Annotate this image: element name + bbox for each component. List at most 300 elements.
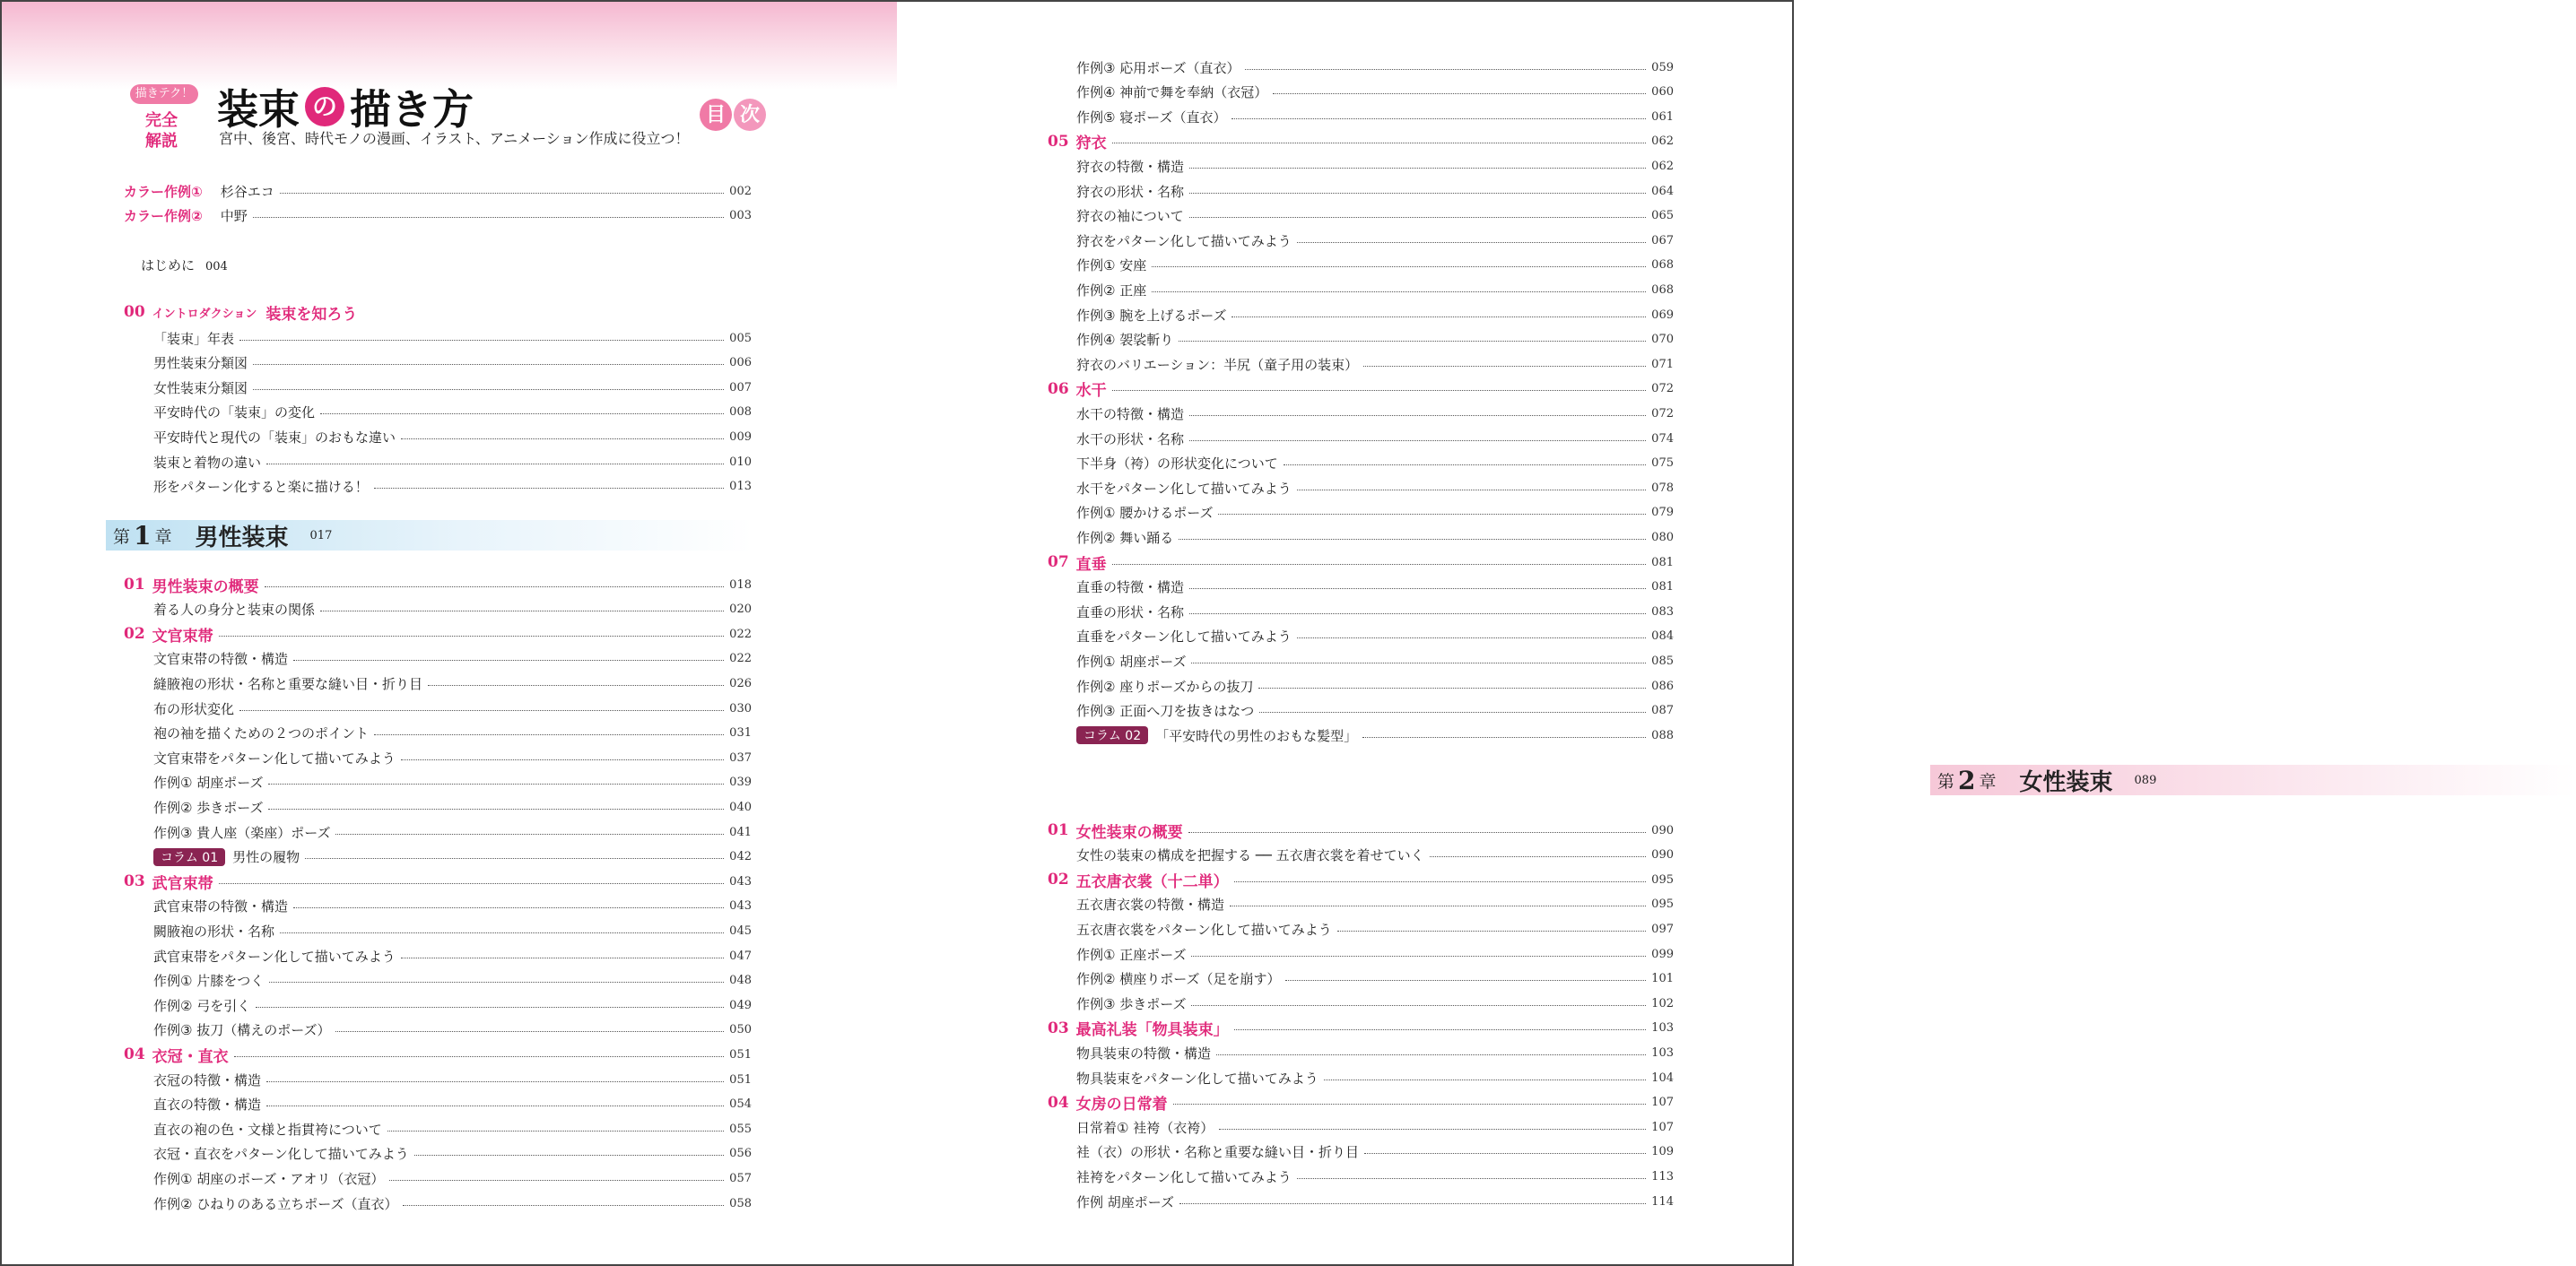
page-number: 085 <box>1651 654 1674 668</box>
entry-label: 狩衣の特徴・構造 <box>1076 158 1185 175</box>
title-part-1: 装束 <box>217 85 300 134</box>
color-work-row[interactable] <box>124 205 752 225</box>
page-number: 086 <box>1651 679 1674 693</box>
leader-dots <box>401 759 724 760</box>
section-sublabel: イントロダクション <box>152 307 257 321</box>
entry-label: 作例① 胡座のポーズ・アオリ（衣冠） <box>153 1170 385 1187</box>
kanzen-label: 完全 <box>145 111 178 130</box>
toc-entry[interactable] <box>1076 256 1674 275</box>
page-number: 060 <box>1651 85 1674 100</box>
page-number: 101 <box>1651 972 1674 986</box>
leader-dots <box>403 1205 724 1206</box>
entry-label: 女性の装束の構成を把握する ── 五衣唐衣裳を着せていく <box>1076 847 1424 864</box>
page-number: 114 <box>1651 1194 1674 1209</box>
entry-label: 男性装束分類図 <box>153 355 248 372</box>
page-number: 074 <box>1651 431 1674 446</box>
toc-entry[interactable] <box>1076 1142 1674 1162</box>
page-number: 064 <box>1651 184 1674 198</box>
leader-dots <box>1179 341 1646 342</box>
toc-entry[interactable] <box>153 452 752 472</box>
toc-entry[interactable] <box>1076 57 1674 77</box>
page-number: 068 <box>1651 258 1674 273</box>
toc-entry[interactable] <box>1076 602 1674 621</box>
entry-label: 五衣唐衣裳をパターン化して描いてみよう <box>1076 921 1332 938</box>
entry-label: 物具装束をパターン化して描いてみよう <box>1076 1070 1318 1087</box>
section-heading[interactable] <box>1048 1019 1674 1038</box>
title-part-2: 描き方 <box>350 85 474 134</box>
section-number: 04 <box>124 1045 145 1064</box>
section-number: 01 <box>1048 821 1069 839</box>
leader-dots <box>401 438 724 439</box>
entry-label: 縫腋袍の形状・名称と重要な縫い目・折り目 <box>153 675 423 692</box>
entry-label: 「装束」年表 <box>153 330 235 347</box>
toc-entry[interactable] <box>1076 230 1674 250</box>
column-badge: コラム 02 <box>1076 726 1148 744</box>
leader-dots <box>1218 514 1646 515</box>
leader-dots <box>305 858 724 859</box>
leader-dots <box>1152 291 1646 292</box>
leader-dots <box>239 340 724 341</box>
toc-entry[interactable] <box>153 377 752 397</box>
leader-dots <box>269 982 724 983</box>
toc-entry[interactable] <box>1076 429 1674 448</box>
page-number: 088 <box>1651 728 1674 742</box>
entry-label: 女性装束分類図 <box>153 379 248 396</box>
page-number: 059 <box>1651 60 1674 74</box>
book-subtitle: 宮中、後宮、時代モノの漫画、イラスト、アニメーション作成に役立つ！ <box>219 130 690 147</box>
right-page <box>897 0 2157 1266</box>
page-number: 043 <box>729 899 752 914</box>
toc-entry[interactable] <box>153 353 752 373</box>
leader-dots <box>1285 980 1646 981</box>
section-00-heading[interactable] <box>124 302 752 322</box>
page-number: 081 <box>1651 580 1674 594</box>
page-number: 062 <box>1651 159 1674 173</box>
page-number: 067 <box>1651 233 1674 247</box>
leader-dots <box>1362 737 1646 738</box>
chapter-number: 2 <box>1958 765 1976 795</box>
entry-label: 作例④ 神前で舞を奉納（衣冠） <box>1076 84 1268 101</box>
leader-dots <box>1219 1129 1646 1130</box>
entry-label: 直衣の袍の色・文様と指貫袴について <box>153 1121 382 1138</box>
page-number: 083 <box>1651 604 1674 619</box>
toc-entry[interactable] <box>1076 969 1674 989</box>
page-number: 071 <box>1651 357 1674 371</box>
toc-entry[interactable] <box>1076 845 1674 865</box>
entry-label: 作例② 歩きポーズ <box>153 799 264 816</box>
toc-entry[interactable] <box>1076 577 1674 597</box>
section-heading[interactable] <box>124 1045 752 1064</box>
leader-dots <box>253 364 724 365</box>
section-heading[interactable] <box>1048 552 1674 572</box>
column-entry[interactable] <box>1076 725 1674 745</box>
toc-entry[interactable] <box>1076 1117 1674 1137</box>
page-number: 097 <box>1651 922 1674 936</box>
leader-dots <box>1189 415 1646 416</box>
entry-label: 作例② 舞い踊る <box>1076 529 1174 546</box>
chapter-1-header[interactable] <box>106 520 753 551</box>
toc-entry[interactable] <box>1076 156 1674 176</box>
page-number: 049 <box>729 998 752 1012</box>
section-heading[interactable] <box>124 575 752 594</box>
page-number: 013 <box>729 480 752 494</box>
entry-label: 平安時代の「装束」の変化 <box>153 404 316 421</box>
leader-dots <box>1363 366 1646 367</box>
entry-label: 平安時代と現代の「装束」のおもな違い <box>153 429 396 446</box>
leader-dots <box>428 685 724 686</box>
chapter-page: 089 <box>2134 773 2157 787</box>
entry-label: 日常着① 袿袴（衣袴） <box>1076 1119 1214 1136</box>
entry-label: 作例③ 歩きポーズ <box>1076 995 1187 1012</box>
toc-entry[interactable] <box>153 946 752 966</box>
toc-entry[interactable] <box>1076 478 1674 498</box>
section-heading[interactable] <box>1048 870 1674 889</box>
page-number: 050 <box>729 1023 752 1037</box>
section-number: 03 <box>124 872 145 891</box>
page-number: 054 <box>729 1097 752 1112</box>
page-number: 072 <box>1651 406 1674 421</box>
entry-label: 武官束帯の特徴・構造 <box>153 898 289 915</box>
leader-dots <box>335 1031 724 1032</box>
toc-entry[interactable] <box>1076 944 1674 964</box>
toc-entry[interactable] <box>1076 1068 1674 1088</box>
leader-dots <box>1173 1104 1647 1105</box>
leader-dots <box>1189 217 1646 218</box>
leader-dots <box>268 809 724 810</box>
section-heading[interactable] <box>124 871 752 891</box>
header-band <box>0 0 897 90</box>
toc-entry[interactable] <box>153 649 752 669</box>
toc-entry[interactable] <box>153 797 752 817</box>
section-heading[interactable] <box>1048 132 1674 152</box>
entry-label: 袿（衣）の形状・名称と重要な縫い目・折り目 <box>1076 1144 1360 1161</box>
page-number: 002 <box>729 184 752 198</box>
leader-dots <box>1284 464 1646 465</box>
toc-entry[interactable] <box>1076 454 1674 473</box>
intro-label: はじめに <box>141 257 196 273</box>
entry-label: 袍の袖を描くための２つのポイント <box>153 725 370 742</box>
page-number: 045 <box>729 923 752 938</box>
leader-dots <box>293 660 724 661</box>
leader-dots <box>219 883 725 884</box>
page-number: 058 <box>729 1196 752 1210</box>
leader-dots <box>1189 168 1646 169</box>
toc-char-2: 次 <box>734 99 766 131</box>
entry-label: 作例③ 貴人座（楽座）ポーズ <box>153 824 331 841</box>
leader-dots <box>374 488 724 489</box>
toc-entry[interactable] <box>153 724 752 743</box>
page-number: 075 <box>1651 456 1674 471</box>
entry-label: 衣冠の特徴・構造 <box>153 1071 262 1088</box>
toc-entry[interactable] <box>153 1095 752 1114</box>
page-number: 047 <box>729 949 752 963</box>
page-number: 080 <box>1651 530 1674 544</box>
toc-entry[interactable] <box>1076 503 1674 523</box>
page-number: 048 <box>729 974 752 988</box>
page-number: 068 <box>1651 282 1674 297</box>
toc-entry[interactable] <box>153 673 752 693</box>
entry-label: 作例① 安座 <box>1076 257 1147 274</box>
toc-entry[interactable] <box>153 328 752 348</box>
toc-entry[interactable] <box>1076 403 1674 423</box>
page-number: 026 <box>729 676 752 690</box>
section-number: 01 <box>124 576 145 594</box>
left-page <box>0 0 897 1266</box>
leader-dots <box>1112 390 1647 391</box>
leader-dots <box>219 636 725 637</box>
toc-entry[interactable] <box>153 698 752 718</box>
page-number: 057 <box>729 1171 752 1185</box>
toc-entry[interactable] <box>1076 181 1674 201</box>
page-number: 095 <box>1651 897 1674 912</box>
page-number: 069 <box>1651 308 1674 322</box>
chapter-2-header[interactable] <box>1930 765 2576 795</box>
color-work-artist: 中野 <box>220 207 248 224</box>
page-number: 065 <box>1651 209 1674 223</box>
title-no-circle: の <box>305 87 344 126</box>
toc-entry[interactable] <box>153 427 752 447</box>
entry-label: 物具装束の特徴・構造 <box>1076 1045 1212 1062</box>
page-number: 041 <box>729 825 752 839</box>
toc-entry[interactable] <box>153 921 752 941</box>
page-number: 051 <box>729 1047 752 1062</box>
toc-entry[interactable] <box>1076 627 1674 646</box>
page-number: 040 <box>729 800 752 814</box>
page-number: 008 <box>729 405 752 420</box>
leader-dots <box>280 932 724 933</box>
toc-entry[interactable] <box>1076 107 1674 126</box>
entry-label: 文官束帯をパターン化して描いてみよう <box>153 750 396 767</box>
chapter-title: 男性装束 <box>195 524 289 551</box>
entry-label: 闕腋袍の形状・名称 <box>153 923 275 940</box>
entry-label: 武官束帯をパターン化して描いてみよう <box>153 948 396 965</box>
leader-dots <box>414 1155 724 1156</box>
leader-dots <box>1189 613 1646 614</box>
toc-entry[interactable] <box>1076 330 1674 350</box>
page-number: 005 <box>729 331 752 345</box>
entry-label: 狩衣の形状・名称 <box>1076 183 1185 200</box>
leader-dots <box>239 710 724 711</box>
section-heading[interactable] <box>1048 379 1674 399</box>
toc-entry[interactable] <box>1076 1192 1674 1211</box>
toc-entry[interactable] <box>1076 1043 1674 1062</box>
page-number: 007 <box>729 380 752 395</box>
leader-dots <box>253 217 724 218</box>
toc-entry[interactable] <box>1076 993 1674 1013</box>
chapter-dai: 第 <box>1937 771 1955 792</box>
section-title: 直垂 <box>1075 555 1107 574</box>
entry-label: 五衣唐衣裳の特徴・構造 <box>1076 897 1225 914</box>
toc-entry[interactable] <box>153 1020 752 1040</box>
page-number: 006 <box>729 356 752 370</box>
column-badge: コラム 01 <box>153 848 225 866</box>
entry-label: 布の形状変化 <box>153 700 235 717</box>
leader-dots <box>1297 637 1646 638</box>
toc-entry[interactable] <box>153 1193 752 1213</box>
leader-dots <box>1191 1005 1646 1006</box>
toc-entry[interactable] <box>1076 919 1674 939</box>
chapter-sho: 章 <box>154 526 172 547</box>
page-number: 062 <box>1651 134 1674 149</box>
entry-label: 水干の特徴・構造 <box>1076 405 1185 422</box>
leader-dots <box>1112 564 1647 565</box>
leader-dots <box>1337 931 1646 932</box>
entry-label: 狩衣のバリエーション：半尻（童子用の装束） <box>1076 356 1359 373</box>
section-number: 03 <box>1048 1019 1069 1037</box>
entry-label: 作例② 正座 <box>1076 282 1147 299</box>
section-heading[interactable] <box>124 624 752 644</box>
section-title: 武官束帯 <box>152 874 213 893</box>
page-number: 051 <box>729 1072 752 1087</box>
color-work-artist: 杉谷エコ <box>220 183 274 200</box>
toc-entry[interactable] <box>1076 280 1674 299</box>
toc-entry[interactable] <box>153 822 752 842</box>
leader-dots <box>280 193 724 194</box>
toc-heading <box>700 99 768 131</box>
toc-entry[interactable] <box>153 897 752 916</box>
page-number: 103 <box>1651 1045 1674 1060</box>
entry-label: 男性の履物 <box>232 849 300 866</box>
section-number: 06 <box>1048 379 1069 398</box>
toc-entry[interactable] <box>1076 305 1674 325</box>
toc-char-1: 目 <box>700 99 732 131</box>
page-number: 018 <box>729 577 752 592</box>
entry-label: 作例① 胡座ポーズ <box>1076 653 1187 670</box>
leader-dots <box>1364 1153 1646 1154</box>
section-title: 女房の日常着 <box>1075 1096 1168 1114</box>
page-number: 113 <box>1651 1169 1674 1184</box>
entry-label: 作例① 片膝をつく <box>153 973 265 990</box>
entry-label: 水干の形状・名称 <box>1076 430 1185 447</box>
section-heading[interactable] <box>1048 1093 1674 1113</box>
section-number: 02 <box>124 625 145 644</box>
entry-label: 作例③ 応用ポーズ（直衣） <box>1076 59 1240 76</box>
leader-dots <box>1188 832 1647 833</box>
leader-dots <box>253 389 724 390</box>
toc-entry[interactable] <box>153 773 752 793</box>
page-number: 099 <box>1651 947 1674 961</box>
page-number: 056 <box>729 1147 752 1161</box>
leader-dots <box>1179 539 1646 540</box>
entry-label: 直垂の形状・名称 <box>1076 603 1185 620</box>
leader-dots <box>374 734 724 735</box>
leader-dots <box>1152 266 1646 267</box>
page-number: 009 <box>729 429 752 444</box>
section-heading[interactable] <box>1048 820 1674 840</box>
toc-entry[interactable] <box>153 1070 752 1089</box>
entry-label: 作例③ 正面へ刀を抜きはなつ <box>1076 703 1255 720</box>
entry-label: 文官束帯の特徴・構造 <box>153 651 289 668</box>
page-number: 020 <box>729 603 752 617</box>
chapter-number: 1 <box>134 520 152 551</box>
page-number: 003 <box>729 208 752 222</box>
intro-page: 004 <box>205 260 228 273</box>
section-title: 狩衣 <box>1075 134 1107 153</box>
entry-label: 「平安時代の男性のおもな髪型」 <box>1155 727 1358 744</box>
leader-dots <box>1189 193 1646 194</box>
page-number: 107 <box>1651 1096 1674 1110</box>
leader-dots <box>320 413 724 414</box>
leader-dots <box>256 1007 724 1008</box>
leader-dots <box>1273 93 1646 94</box>
section-title: 最高礼装「物具装束」 <box>1075 1021 1229 1040</box>
toc-entry[interactable] <box>1076 676 1674 696</box>
leader-dots <box>1234 1029 1647 1030</box>
chapter-title: 女性装束 <box>2019 768 2113 796</box>
toc-entry[interactable] <box>153 1168 752 1188</box>
color-work-row[interactable] <box>124 181 752 201</box>
toc-entry[interactable] <box>1076 895 1674 915</box>
leader-dots <box>1258 688 1646 689</box>
chapter-page: 017 <box>309 528 333 542</box>
toc-entry[interactable] <box>153 995 752 1015</box>
leader-dots <box>266 1081 724 1082</box>
entry-label: 形をパターン化すると楽に描ける！ <box>153 479 369 496</box>
toc-entry[interactable] <box>1076 82 1674 102</box>
color-work-label: カラー作例② <box>124 207 203 224</box>
toc-entry[interactable] <box>153 971 752 991</box>
entry-label: 直衣の特徴・構造 <box>153 1097 262 1114</box>
entry-label: 作例② 弓を引く <box>153 997 251 1014</box>
page-number: 090 <box>1651 848 1674 863</box>
leader-dots <box>1231 118 1646 119</box>
toc-entry[interactable] <box>1076 206 1674 226</box>
toc-entry[interactable] <box>153 477 752 497</box>
section-number: 04 <box>1048 1093 1069 1112</box>
leader-dots <box>1297 1178 1646 1179</box>
entry-label: 着る人の身分と装束の関係 <box>153 602 316 619</box>
entry-label: 作例② 横座りポーズ（足を崩す） <box>1076 971 1281 988</box>
page-number: 031 <box>729 726 752 741</box>
toc-entry[interactable] <box>1076 354 1674 374</box>
entry-label: 下半身（袴）の形状変化について <box>1076 455 1278 473</box>
leader-dots <box>1191 956 1646 957</box>
section-title: 男性装束の概要 <box>152 577 259 596</box>
leader-dots <box>389 1180 724 1181</box>
page-number: 037 <box>729 750 752 765</box>
intro-entry[interactable] <box>141 256 228 274</box>
entry-label: 直垂の特徴・構造 <box>1076 579 1185 596</box>
toc-entry[interactable] <box>153 1144 752 1164</box>
toc-entry[interactable] <box>153 1119 752 1139</box>
page-number: 070 <box>1651 333 1674 347</box>
kaki-teku-badge: 描きテク！ <box>130 84 198 104</box>
leader-dots <box>335 834 724 835</box>
entry-label: 水干をパターン化して描いてみよう <box>1076 480 1292 497</box>
chapter-dai: 第 <box>113 526 131 547</box>
toc-entry[interactable] <box>153 600 752 620</box>
toc-entry[interactable] <box>153 403 752 422</box>
page-number: 043 <box>729 874 752 889</box>
section-number: 07 <box>1048 553 1069 571</box>
page-number: 107 <box>1651 1120 1674 1134</box>
toc-entry[interactable] <box>1076 651 1674 671</box>
entry-label: 作例 胡座ポーズ <box>1076 1193 1175 1210</box>
column-entry[interactable] <box>153 847 752 867</box>
leader-dots <box>1234 881 1647 882</box>
page-number: 061 <box>1651 109 1674 124</box>
page-number: 022 <box>729 652 752 666</box>
section-number: 00 <box>124 303 145 321</box>
toc-entry[interactable] <box>1076 701 1674 721</box>
toc-entry[interactable] <box>153 748 752 767</box>
leader-dots <box>387 1131 724 1132</box>
page-number: 039 <box>729 776 752 790</box>
leader-dots <box>1189 588 1646 589</box>
toc-entry[interactable] <box>1076 1166 1674 1186</box>
page-number: 084 <box>1651 629 1674 644</box>
toc-entry[interactable] <box>1076 527 1674 547</box>
